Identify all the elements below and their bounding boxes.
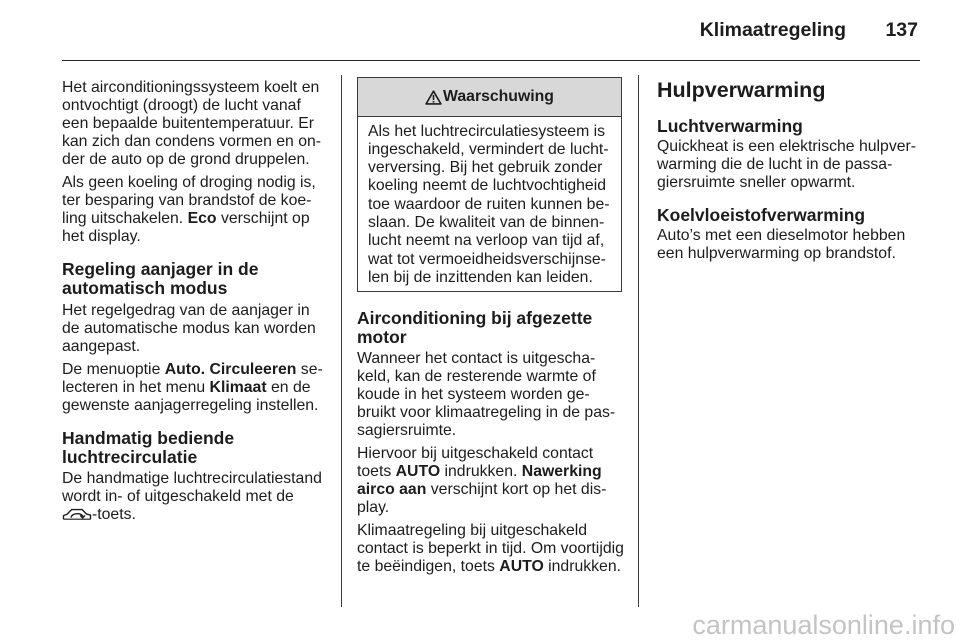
text-run: se- [296, 360, 323, 378]
text-line: giersruimte sneller opwarmt. [657, 174, 856, 191]
section-title: Hulpverwarming [657, 78, 826, 102]
warning-header [358, 78, 621, 117]
paragraph-blower-behaviour [62, 302, 334, 356]
page-number: 137 [885, 19, 918, 41]
paragraph-quickheat [657, 138, 947, 192]
column-3 [657, 77, 947, 263]
text-line [357, 463, 623, 481]
text-line: koude in het systeem worden ge- [357, 386, 590, 403]
text-line: gewenste aanjagerregeling instellen. [62, 396, 319, 414]
text-line: De handmatige luchtrecirculatiestand [62, 470, 322, 487]
text-line: Als het luchtrecirculatiesysteem is [368, 122, 606, 140]
text-line: play. [357, 499, 390, 516]
paragraph-recirculation-button [62, 470, 334, 524]
text-line: toe waardoor de ruiten kunnen be- [368, 195, 610, 213]
bold-term: Eco [187, 210, 217, 227]
text-line: Hiervoor bij uitgeschakeld contact [357, 445, 594, 462]
text-run: te beëindigen, toets [357, 558, 500, 575]
text-line: Als geen koeling of droging nodig is, [62, 174, 316, 191]
text-line [62, 506, 334, 524]
text-line: motor [357, 326, 407, 347]
text-line: contact is beperkt in tijd. Om voortijdig [357, 540, 624, 557]
paragraph-time-limit [357, 522, 623, 576]
heading-airco-engine-off [357, 309, 623, 347]
text-line: len bij de inzittenden kan leiden. [368, 268, 593, 286]
text-line: keld, kan de resterende warmte of [357, 368, 596, 385]
text-run: indrukken. [440, 463, 522, 480]
bold-term: Klimaat [209, 378, 267, 396]
text-run: lecteren in het menu [62, 378, 210, 396]
text-line: Regeling aanjager in de [62, 259, 259, 279]
text-line: ter besparing van brandstof de koe- [62, 192, 312, 209]
column-divider-right [638, 75, 639, 607]
warning-text [358, 117, 621, 287]
header-rule [62, 60, 920, 61]
text-line: lucht neemt na verloop van tijd af, [368, 232, 605, 250]
heading-manual-recirculation [62, 429, 334, 467]
text-line: Auto’s met een dieselmotor hebben [657, 227, 906, 244]
text-run: indrukken. [543, 558, 622, 575]
text-line: koeling neemt de luchtvochtigheid [368, 177, 606, 195]
text-run: De menuoptie [62, 360, 165, 378]
text-line: slaan. De kwaliteit van de binnen- [368, 213, 605, 231]
text-line: Het airconditioningssysteem koelt en [62, 79, 320, 96]
text-line: wordt in- of uitgeschakeld met de [62, 488, 294, 505]
text-line: kan zich dan condens vormen en on- [62, 133, 322, 150]
heading-air-heating: Luchtverwarming [657, 116, 803, 136]
text-line: ingeschakeld, vermindert de lucht- [368, 140, 609, 158]
bold-term: airco aan [357, 481, 427, 498]
heading-coolant-heating: Koelvloeistofverwarming [657, 205, 866, 225]
text-line: Klimaatregeling bij uitgeschakeld [357, 522, 588, 539]
text-line: warming die de lucht in de passa- [657, 156, 893, 173]
text-line: Handmatig bediende [62, 427, 235, 448]
text-line: bruikt voor klimaatregeling in de pas- [357, 404, 616, 421]
text-line: Airconditioning bij afgezette [357, 307, 593, 328]
paragraph-auto-button [357, 445, 623, 517]
paragraph-eco [62, 174, 334, 246]
column-1 [62, 79, 334, 524]
text-run: -toets. [92, 506, 136, 523]
text-line: ontvochtigt (droogt) de lucht vanaf [62, 97, 301, 114]
paragraph-menu-option [62, 361, 334, 415]
running-header-title: Klimaatregeling [699, 19, 846, 41]
text-run: en de [266, 378, 311, 396]
bold-term: Auto. Circuleeren [164, 360, 297, 378]
text-run: ling uitschakelen. [62, 210, 188, 227]
heading-blower-auto-mode [62, 260, 334, 298]
text-line [62, 379, 334, 397]
air-recirculation-icon [62, 506, 92, 522]
text-line: een hulpverwarming op brandstof. [657, 245, 896, 262]
text-line: Quickheat is een elektrische hulpver- [657, 138, 917, 155]
text-line: Het regelgedrag van de aanjager in [62, 301, 310, 319]
bold-term: Nawerking [521, 463, 602, 480]
text-line: wat tot vermoeidheidsverschijnse- [368, 250, 606, 268]
paragraph-airco-intro [62, 79, 334, 169]
watermark: carmanualsonline.info [692, 610, 955, 640]
text-line: automatisch modus [62, 278, 228, 298]
text-line [62, 210, 334, 228]
text-line: Wanneer het contact is uitgescha- [357, 350, 596, 367]
text-line: een bepaalde buitentemperatuur. Er [62, 115, 315, 132]
paragraph-fuel-heater [657, 227, 947, 263]
text-line: der de auto op de grond druppelen. [62, 151, 310, 168]
paragraph-residual-heat [357, 350, 623, 440]
column-2 [357, 77, 623, 576]
text-run: toets [357, 463, 396, 480]
text-line [357, 558, 623, 576]
text-run: verschijnt kort op het dis- [426, 481, 607, 498]
text-line: verversing. Bij het gebruik zonder [368, 159, 603, 177]
column-divider-left [341, 75, 342, 607]
warning-triangle-icon [425, 90, 443, 105]
warning-title: Waarschuwing [443, 88, 554, 105]
text-line: aangepast. [62, 337, 141, 355]
text-line: het display. [62, 228, 141, 245]
text-line [357, 481, 623, 499]
warning-box [357, 77, 622, 292]
text-line: sagiersruimte. [357, 422, 457, 439]
bold-term: AUTO [499, 558, 544, 575]
text-run: verschijnt op [216, 210, 310, 227]
bold-term: AUTO [395, 463, 441, 480]
text-line: de automatische modus kan worden [62, 319, 316, 337]
text-line: luchtrecirculatie [62, 446, 198, 467]
text-line [62, 361, 334, 379]
